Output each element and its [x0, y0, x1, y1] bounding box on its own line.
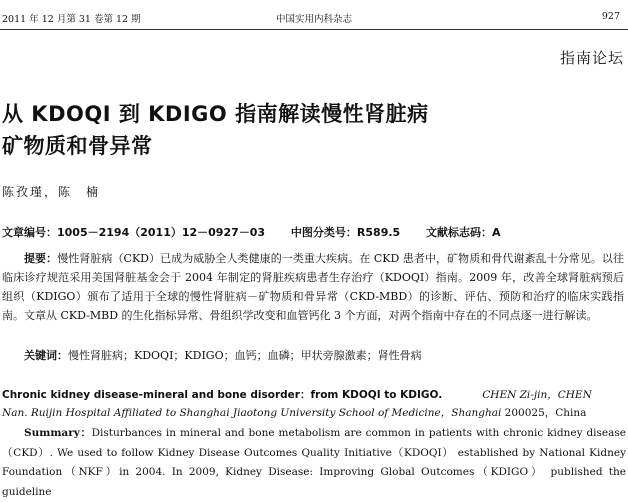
page-number: 927	[601, 11, 620, 22]
article-id: 文章编号：1005－2194（2011）12－0927－03	[2, 226, 266, 239]
chinese-abstract	[0, 249, 628, 325]
postal-code: 200025，China	[501, 407, 587, 419]
keywords-label: 关键词：	[24, 349, 68, 362]
english-title-line	[2, 386, 622, 405]
abstract-text: 慢性肾脏病（CKD）已成为威胁全人类健康的一类重大疾病。在 CKD 患者中，矿物质和骨代谢紊乱十分常见。以往临床诊疗规范采用美国肾脏基金会于 2004 年制定的肾脏疾病患者生存治疗（KDOQI）指南。2009 年，改善全球肾脏病预后组织（KDIGO）颁布了适用于全球的慢性肾脏病－矿物质和骨异常（CKD-MBD）的诊断、评估、预防和治疗的临床实践指南。文章从 CKD-MBD 的生化指标异常、骨组织学改变和血管钙化 3 个方面，对两个指南中存在的不同点逐一进行解读。	[2, 252, 624, 322]
summary-label: Summary：	[24, 427, 92, 439]
issue-info: 2011 年 12 月第 31 卷第 12 期	[2, 14, 141, 25]
summary-text: Disturbances in mineral and bone metabolism are common in patients with chronic kidney disease（CKD）. We used to follow Kidney Disease Outcomes Quality Initiative（KDOQI） established by National Kidney Foundation（NKF）in 2004. In 2009, Kidney Disease: Improving Global Outcomes（KDIGO） published the guideline	[2, 427, 627, 498]
english-authors: CHEN Zi-jin，CHEN	[482, 389, 592, 401]
chinese-keywords	[24, 347, 422, 363]
running-header	[0, 11, 628, 25]
english-summary	[2, 424, 626, 502]
header-rule	[0, 29, 628, 30]
clc-number: 中图分类号：R589.5	[290, 226, 401, 239]
english-affiliation	[2, 405, 586, 420]
affiliation-text: Nan. Ruijin Hospital Affiliated to Shanghai Jiaotong University School of Medicine，Shanghai	[2, 407, 502, 419]
abstract-label: 提要：	[24, 252, 58, 265]
column-tag: 指南论坛	[559, 49, 624, 67]
document-code: 文献标志码：A	[426, 226, 501, 239]
article-meta	[2, 224, 523, 240]
english-title: Chronic kidney disease-mineral and bone disorder：from KDOQI to KDIGO.	[2, 389, 443, 401]
keywords-text: 慢性肾脏病；KDOQI；KDIGO；血钙；血磷；甲状旁腺激素；肾性骨病	[68, 349, 422, 362]
journal-name: 中国实用内科杂志	[275, 14, 352, 25]
authors: 陈孜瑾，陈 楠	[2, 185, 101, 199]
article-title-line-1: 从 KDOQI 到 KDIGO 指南解读慢性肾脏病	[2, 102, 429, 126]
article-title-line-2: 矿物质和骨异常	[2, 134, 153, 158]
